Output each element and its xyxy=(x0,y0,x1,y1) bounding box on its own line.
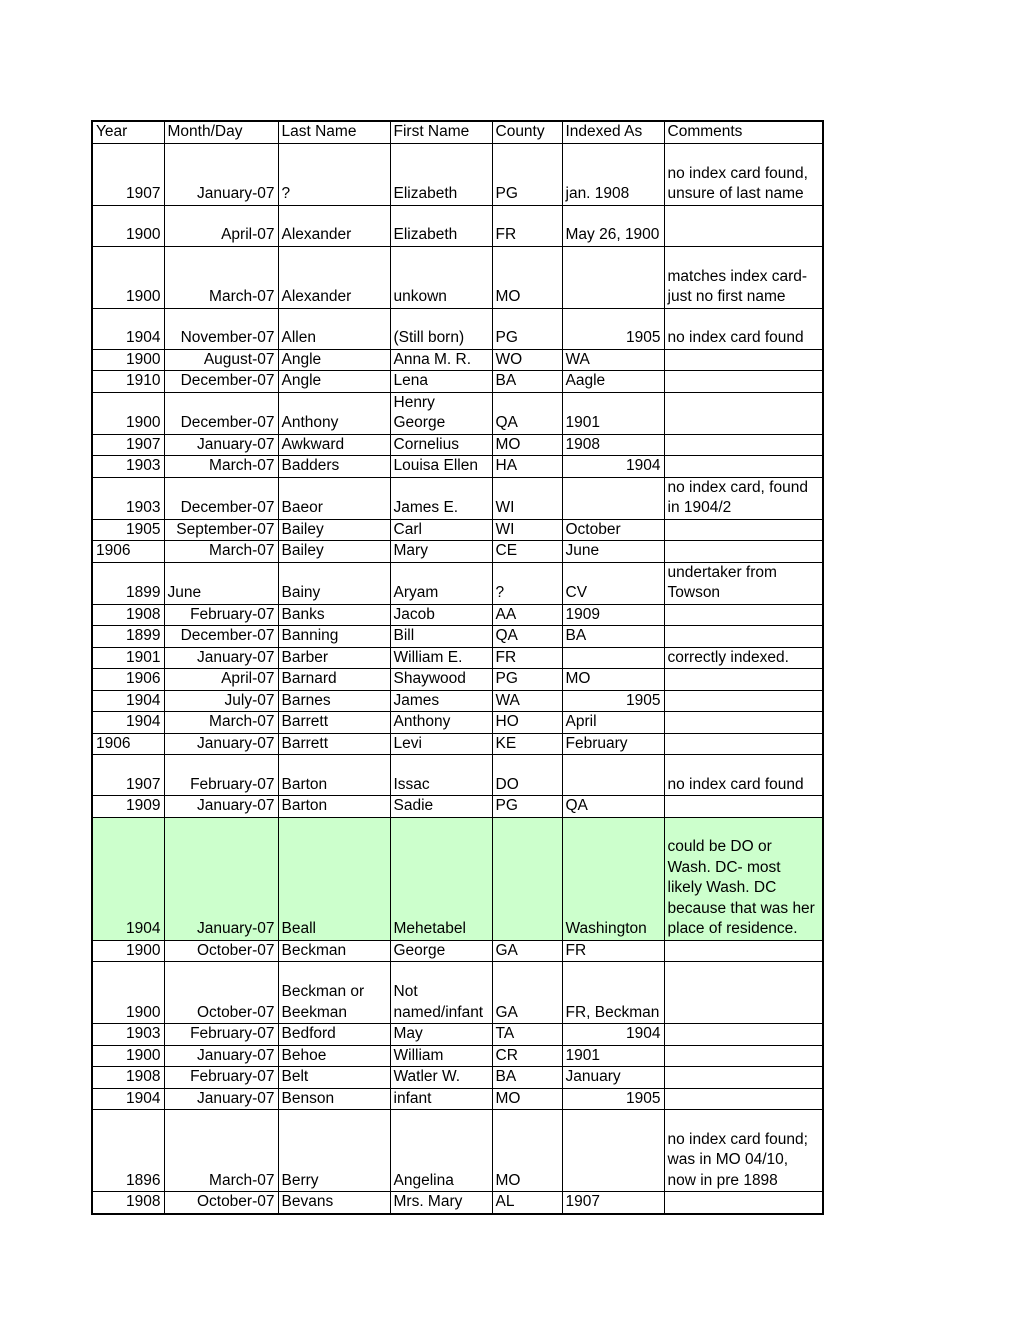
first-name-cell: Mary xyxy=(390,541,492,563)
table-row xyxy=(92,626,823,648)
first-name-cell: Not named/infant xyxy=(390,962,492,1024)
indexed-as-cell: FR, Beckman xyxy=(562,962,664,1024)
year-cell: 1900 xyxy=(92,392,164,434)
first-name-cell: Mrs. Mary xyxy=(390,1192,492,1214)
comments-cell xyxy=(664,712,823,734)
indexed-as-cell: BA xyxy=(562,626,664,648)
month-day-cell: October-07 xyxy=(164,962,278,1024)
first-name-cell: Watler W. xyxy=(390,1067,492,1089)
month-day-cell: January-07 xyxy=(164,733,278,755)
county-cell: FR xyxy=(492,647,562,669)
indexed-as-cell: MO xyxy=(562,669,664,691)
year-cell: 1903 xyxy=(92,1024,164,1046)
year-cell: 1904 xyxy=(92,690,164,712)
comments-cell xyxy=(664,796,823,818)
table-row xyxy=(92,434,823,456)
records-table xyxy=(91,120,824,1215)
month-day-cell: April-07 xyxy=(164,205,278,246)
year-cell: 1906 xyxy=(92,541,164,563)
comments-cell xyxy=(664,1045,823,1067)
last-name-cell: Barnes xyxy=(278,690,390,712)
last-name-cell: Anthony xyxy=(278,392,390,434)
county-cell: MO xyxy=(492,1088,562,1110)
month-day-cell: February-07 xyxy=(164,755,278,796)
county-cell: DO xyxy=(492,755,562,796)
table-row xyxy=(92,349,823,371)
table-row xyxy=(92,1045,823,1067)
indexed-as-cell: Aagle xyxy=(562,371,664,393)
table-row xyxy=(92,308,823,349)
first-name-cell: infant xyxy=(390,1088,492,1110)
last-name-cell: Bedford xyxy=(278,1024,390,1046)
last-name-cell: Banks xyxy=(278,604,390,626)
year-cell: 1900 xyxy=(92,246,164,308)
month-day-cell: February-07 xyxy=(164,604,278,626)
comments-cell xyxy=(664,962,823,1024)
comments-cell xyxy=(664,456,823,478)
comments-cell: no index card found, unsure of last name xyxy=(664,143,823,205)
county-cell: PG xyxy=(492,796,562,818)
year-cell: 1906 xyxy=(92,733,164,755)
last-name-cell: Angle xyxy=(278,349,390,371)
county-cell: GA xyxy=(492,940,562,962)
first-name-cell: James xyxy=(390,690,492,712)
first-name-cell: Cornelius xyxy=(390,434,492,456)
year-cell: 1899 xyxy=(92,626,164,648)
table-row xyxy=(92,604,823,626)
table-row xyxy=(92,647,823,669)
month-day-cell: December-07 xyxy=(164,626,278,648)
comments-cell xyxy=(664,519,823,541)
month-day-cell: January-07 xyxy=(164,817,278,940)
comments-cell: no index card, found in 1904/2 xyxy=(664,477,823,519)
comments-cell xyxy=(664,541,823,563)
county-cell: QA xyxy=(492,626,562,648)
last-name-cell: Baeor xyxy=(278,477,390,519)
table-row xyxy=(92,817,823,940)
comments-cell xyxy=(664,733,823,755)
last-name-cell: Alexander xyxy=(278,205,390,246)
month-day-cell: January-07 xyxy=(164,796,278,818)
month-day-cell: February-07 xyxy=(164,1024,278,1046)
indexed-as-cell: 1904 xyxy=(562,1024,664,1046)
last-name-cell: Barnard xyxy=(278,669,390,691)
year-cell: 1908 xyxy=(92,1192,164,1214)
year-cell: 1908 xyxy=(92,604,164,626)
last-name-cell: Belt xyxy=(278,1067,390,1089)
last-name-cell: Bailey xyxy=(278,519,390,541)
first-name-cell: George xyxy=(390,940,492,962)
indexed-as-cell: QA xyxy=(562,796,664,818)
county-cell: ? xyxy=(492,562,562,604)
first-name-cell: Anna M. R. xyxy=(390,349,492,371)
year-cell: 1907 xyxy=(92,434,164,456)
table-row xyxy=(92,690,823,712)
first-name-cell: unkown xyxy=(390,246,492,308)
month-day-cell: July-07 xyxy=(164,690,278,712)
indexed-as-cell: 1904 xyxy=(562,456,664,478)
year-cell: 1900 xyxy=(92,940,164,962)
column-header: First Name xyxy=(390,121,492,143)
indexed-as-cell: jan. 1908 xyxy=(562,143,664,205)
last-name-cell: Barber xyxy=(278,647,390,669)
comments-cell xyxy=(664,205,823,246)
indexed-as-cell: 1905 xyxy=(562,308,664,349)
year-cell: 1904 xyxy=(92,308,164,349)
month-day-cell: December-07 xyxy=(164,371,278,393)
month-day-cell: March-07 xyxy=(164,456,278,478)
table-row xyxy=(92,371,823,393)
county-cell: BA xyxy=(492,371,562,393)
last-name-cell: Barrett xyxy=(278,733,390,755)
last-name-cell: Awkward xyxy=(278,434,390,456)
table-row xyxy=(92,562,823,604)
table-row xyxy=(92,477,823,519)
year-cell: 1899 xyxy=(92,562,164,604)
year-cell: 1904 xyxy=(92,1088,164,1110)
indexed-as-cell: FR xyxy=(562,940,664,962)
year-cell: 1907 xyxy=(92,143,164,205)
comments-cell: no index card found; was in MO 04/10, now in pre 1898 xyxy=(664,1110,823,1192)
last-name-cell: Benson xyxy=(278,1088,390,1110)
table-row xyxy=(92,519,823,541)
indexed-as-cell: CV xyxy=(562,562,664,604)
county-cell: AA xyxy=(492,604,562,626)
comments-cell: no index card found xyxy=(664,755,823,796)
indexed-as-cell: June xyxy=(562,541,664,563)
month-day-cell: October-07 xyxy=(164,1192,278,1214)
county-cell: QA xyxy=(492,392,562,434)
comments-cell: correctly indexed. xyxy=(664,647,823,669)
first-name-cell: (Still born) xyxy=(390,308,492,349)
comments-cell xyxy=(664,371,823,393)
indexed-as-cell: 1901 xyxy=(562,1045,664,1067)
first-name-cell: Elizabeth xyxy=(390,205,492,246)
table-row xyxy=(92,940,823,962)
month-day-cell: January-07 xyxy=(164,1045,278,1067)
county-cell: WO xyxy=(492,349,562,371)
indexed-as-cell: October xyxy=(562,519,664,541)
last-name-cell: Barton xyxy=(278,755,390,796)
county-cell: MO xyxy=(492,246,562,308)
last-name-cell: Badders xyxy=(278,456,390,478)
month-day-cell: March-07 xyxy=(164,246,278,308)
table-row xyxy=(92,962,823,1024)
last-name-cell: Bailey xyxy=(278,541,390,563)
table-row xyxy=(92,1024,823,1046)
year-cell: 1906 xyxy=(92,669,164,691)
month-day-cell: January-07 xyxy=(164,434,278,456)
table-row xyxy=(92,143,823,205)
table-row xyxy=(92,1088,823,1110)
first-name-cell: Jacob xyxy=(390,604,492,626)
indexed-as-cell xyxy=(562,246,664,308)
column-header: Month/Day xyxy=(164,121,278,143)
indexed-as-cell xyxy=(562,647,664,669)
last-name-cell: Berry xyxy=(278,1110,390,1192)
month-day-cell: April-07 xyxy=(164,669,278,691)
comments-cell: could be DO or Wash. DC- most likely Wash. DC because that was her place of residence. xyxy=(664,817,823,940)
table-row xyxy=(92,205,823,246)
year-cell: 1903 xyxy=(92,456,164,478)
first-name-cell: James E. xyxy=(390,477,492,519)
indexed-as-cell: 1908 xyxy=(562,434,664,456)
year-cell: 1908 xyxy=(92,1067,164,1089)
comments-cell: undertaker from Towson xyxy=(664,562,823,604)
first-name-cell: Lena xyxy=(390,371,492,393)
indexed-as-cell: 1909 xyxy=(562,604,664,626)
last-name-cell: ? xyxy=(278,143,390,205)
indexed-as-cell: 1901 xyxy=(562,392,664,434)
indexed-as-cell: January xyxy=(562,1067,664,1089)
year-cell: 1896 xyxy=(92,1110,164,1192)
month-day-cell: January-07 xyxy=(164,143,278,205)
first-name-cell: Issac xyxy=(390,755,492,796)
comments-cell xyxy=(664,690,823,712)
county-cell: AL xyxy=(492,1192,562,1214)
year-cell: 1904 xyxy=(92,817,164,940)
last-name-cell: Beckman or Beekman xyxy=(278,962,390,1024)
month-day-cell: March-07 xyxy=(164,712,278,734)
county-cell: MO xyxy=(492,1110,562,1192)
last-name-cell: Allen xyxy=(278,308,390,349)
county-cell: KE xyxy=(492,733,562,755)
indexed-as-cell: 1905 xyxy=(562,690,664,712)
comments-cell xyxy=(664,1192,823,1214)
county-cell: GA xyxy=(492,962,562,1024)
year-cell: 1907 xyxy=(92,755,164,796)
county-cell: BA xyxy=(492,1067,562,1089)
first-name-cell: Henry George xyxy=(390,392,492,434)
indexed-as-cell xyxy=(562,1110,664,1192)
county-cell: HA xyxy=(492,456,562,478)
year-cell: 1909 xyxy=(92,796,164,818)
last-name-cell: Bainy xyxy=(278,562,390,604)
month-day-cell: March-07 xyxy=(164,1110,278,1192)
county-cell: PG xyxy=(492,669,562,691)
table-row xyxy=(92,755,823,796)
indexed-as-cell: April xyxy=(562,712,664,734)
month-day-cell: August-07 xyxy=(164,349,278,371)
county-cell: FR xyxy=(492,205,562,246)
year-cell: 1901 xyxy=(92,647,164,669)
county-cell: MO xyxy=(492,434,562,456)
header-row xyxy=(92,121,823,143)
comments-cell: matches index card- just no first name xyxy=(664,246,823,308)
comments-cell xyxy=(664,1088,823,1110)
month-day-cell: October-07 xyxy=(164,940,278,962)
first-name-cell: William xyxy=(390,1045,492,1067)
county-cell: WA xyxy=(492,690,562,712)
county-cell: CE xyxy=(492,541,562,563)
indexed-as-cell: May 26, 1900 xyxy=(562,205,664,246)
comments-cell xyxy=(664,626,823,648)
last-name-cell: Behoe xyxy=(278,1045,390,1067)
year-cell: 1904 xyxy=(92,712,164,734)
month-day-cell: September-07 xyxy=(164,519,278,541)
county-cell: PG xyxy=(492,308,562,349)
table-row xyxy=(92,541,823,563)
month-day-cell: January-07 xyxy=(164,1088,278,1110)
last-name-cell: Angle xyxy=(278,371,390,393)
last-name-cell: Beall xyxy=(278,817,390,940)
first-name-cell: Aryam xyxy=(390,562,492,604)
indexed-as-cell: February xyxy=(562,733,664,755)
year-cell: 1910 xyxy=(92,371,164,393)
month-day-cell: February-07 xyxy=(164,1067,278,1089)
comments-cell xyxy=(664,349,823,371)
year-cell: 1905 xyxy=(92,519,164,541)
last-name-cell: Bevans xyxy=(278,1192,390,1214)
first-name-cell: Shaywood xyxy=(390,669,492,691)
year-cell: 1900 xyxy=(92,1045,164,1067)
month-day-cell: June xyxy=(164,562,278,604)
last-name-cell: Barton xyxy=(278,796,390,818)
first-name-cell: William E. xyxy=(390,647,492,669)
last-name-cell: Barrett xyxy=(278,712,390,734)
comments-cell xyxy=(664,669,823,691)
table-row xyxy=(92,456,823,478)
county-cell: WI xyxy=(492,519,562,541)
year-cell: 1900 xyxy=(92,205,164,246)
year-cell: 1903 xyxy=(92,477,164,519)
comments-cell xyxy=(664,434,823,456)
first-name-cell: Mehetabel xyxy=(390,817,492,940)
first-name-cell: Elizabeth xyxy=(390,143,492,205)
comments-cell xyxy=(664,1067,823,1089)
indexed-as-cell xyxy=(562,755,664,796)
indexed-as-cell: WA xyxy=(562,349,664,371)
comments-cell xyxy=(664,1024,823,1046)
month-day-cell: March-07 xyxy=(164,541,278,563)
column-header: Indexed As xyxy=(562,121,664,143)
column-header: County xyxy=(492,121,562,143)
month-day-cell: December-07 xyxy=(164,392,278,434)
table-row xyxy=(92,669,823,691)
first-name-cell: Bill xyxy=(390,626,492,648)
month-day-cell: December-07 xyxy=(164,477,278,519)
last-name-cell: Beckman xyxy=(278,940,390,962)
first-name-cell: Louisa Ellen xyxy=(390,456,492,478)
column-header: Year xyxy=(92,121,164,143)
first-name-cell: Carl xyxy=(390,519,492,541)
table-row xyxy=(92,712,823,734)
comments-cell xyxy=(664,392,823,434)
table-row xyxy=(92,392,823,434)
indexed-as-cell: 1907 xyxy=(562,1192,664,1214)
table-row xyxy=(92,1192,823,1214)
month-day-cell: November-07 xyxy=(164,308,278,349)
county-cell: CR xyxy=(492,1045,562,1067)
county-cell: TA xyxy=(492,1024,562,1046)
last-name-cell: Alexander xyxy=(278,246,390,308)
first-name-cell: Sadie xyxy=(390,796,492,818)
comments-cell xyxy=(664,940,823,962)
first-name-cell: May xyxy=(390,1024,492,1046)
first-name-cell: Angelina xyxy=(390,1110,492,1192)
last-name-cell: Banning xyxy=(278,626,390,648)
table-row xyxy=(92,246,823,308)
comments-cell xyxy=(664,604,823,626)
column-header: Comments xyxy=(664,121,823,143)
county-cell: WI xyxy=(492,477,562,519)
first-name-cell: Anthony xyxy=(390,712,492,734)
year-cell: 1900 xyxy=(92,962,164,1024)
comments-cell: no index card found xyxy=(664,308,823,349)
first-name-cell: Levi xyxy=(390,733,492,755)
indexed-as-cell xyxy=(562,477,664,519)
table-row xyxy=(92,1110,823,1192)
month-day-cell: January-07 xyxy=(164,647,278,669)
table-row xyxy=(92,733,823,755)
county-cell xyxy=(492,817,562,940)
indexed-as-cell: 1905 xyxy=(562,1088,664,1110)
county-cell: PG xyxy=(492,143,562,205)
county-cell: HO xyxy=(492,712,562,734)
indexed-as-cell: Washington xyxy=(562,817,664,940)
column-header: Last Name xyxy=(278,121,390,143)
year-cell: 1900 xyxy=(92,349,164,371)
table-row xyxy=(92,1067,823,1089)
table-row xyxy=(92,796,823,818)
